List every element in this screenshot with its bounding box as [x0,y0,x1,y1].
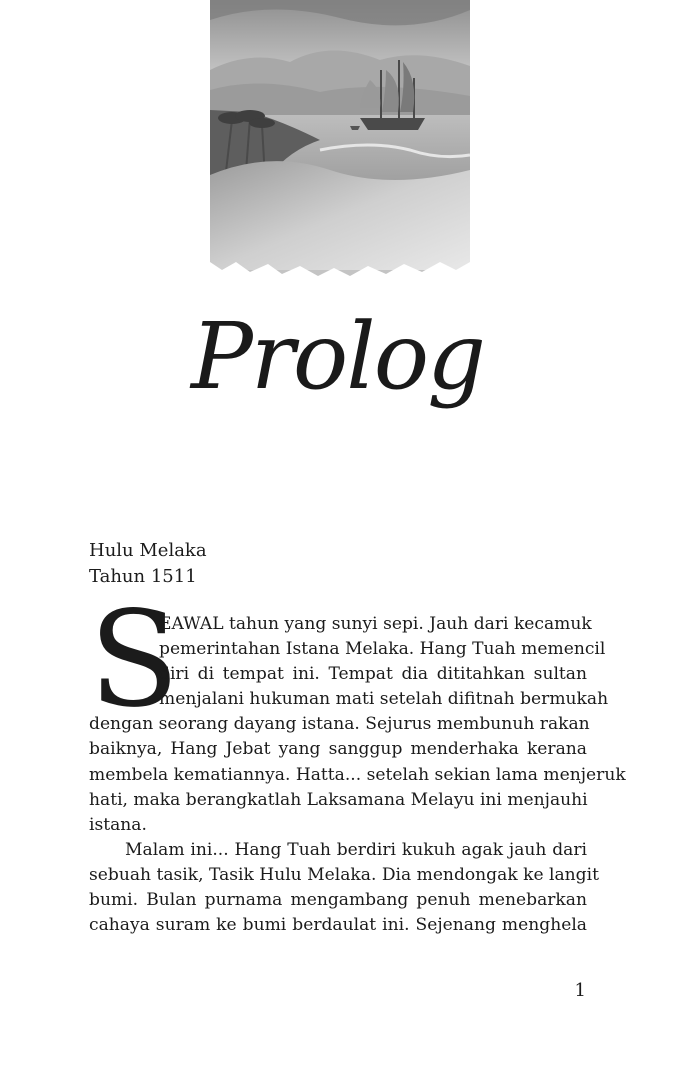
text-line: membela kematiannya. Hatta... setelah sekian lama menjeruk [89,764,626,785]
chapter-title: Prolog [191,303,484,410]
text-line: diri di tempat ini. Tempat dia dititahkan sultan [159,664,587,685]
text-line: cahaya suram ke bumi berdaulat ini. Sejenang menghela [89,915,587,936]
drop-cap: S [89,583,180,737]
text-line: istana. [89,814,147,835]
location-heading: Hulu Melaka [89,540,207,561]
text-line: bumi. Bulan purnama mengambang penuh menebarkan [89,890,587,911]
page-number: 1 [574,980,586,1001]
text-line: EAWAL tahun yang sunyi sepi. Jauh dari kecamuk [159,614,592,634]
text-line: pemerintahan Istana Melaka. Hang Tuah memencil [159,639,606,660]
body-text [89,612,626,938]
text-line: hati, maka berangkatlah Laksamana Melayu ini menjauhi [89,789,588,810]
text-line: menjalani hukuman mati setelah difitnah bermukah [159,689,609,710]
year-heading: Tahun 1511 [89,566,197,587]
text-line: sebuah tasik, Tasik Hulu Melaka. Dia mendongak ke langit [89,864,599,885]
chapter-illustration [210,0,470,290]
seascape-image [210,0,470,290]
text-line: baiknya, Hang Jebat yang sanggup menderhaka kerana [89,739,587,760]
text-line: dengan seorang dayang istana. Sejurus membunuh rakan [89,714,590,735]
text-line: Malam ini... Hang Tuah berdiri kukuh agak jauh dari [125,839,587,860]
